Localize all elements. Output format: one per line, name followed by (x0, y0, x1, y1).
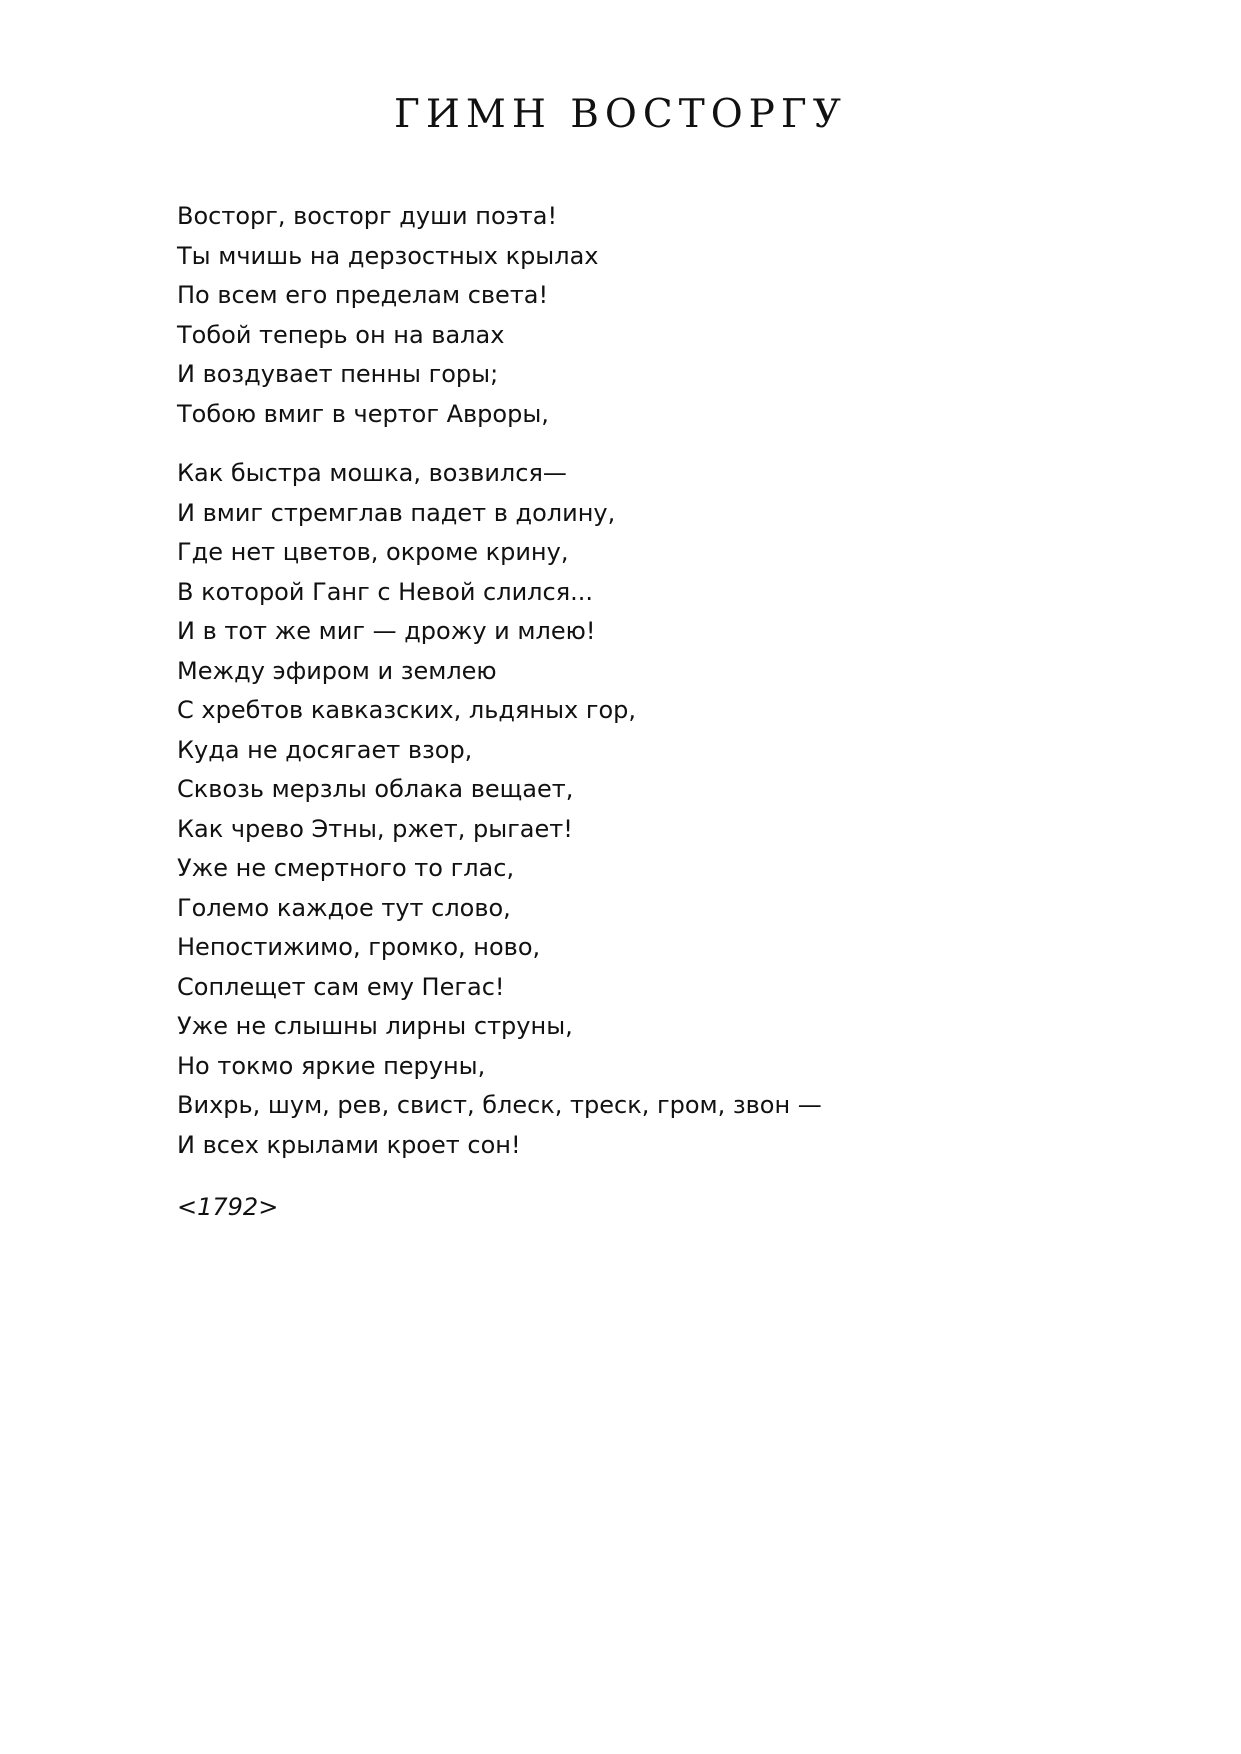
poem-body (177, 197, 1077, 1227)
poem-line: Но токмо яркие перуны, (177, 1051, 486, 1080)
stanza-2 (177, 454, 1077, 1165)
poem-line: Где нет цветов, окроме крину, (177, 538, 569, 566)
poem-line: И в тот же миг — дрожу и млею! (177, 617, 596, 645)
poem-title: ГИМН ВОСТОРГУ (394, 92, 847, 137)
poem-line: По всем его пределам света! (177, 281, 549, 309)
poem-line: И вмиг стремглав падет в долину, (177, 498, 616, 527)
poem-line: Сквозь мерзлы облака вещает, (177, 775, 574, 803)
poem-line: В которой Ганг с Невой слился... (177, 577, 594, 606)
poem-line: Между эфиром и землею (177, 656, 497, 685)
poem-line: Как быстра мошка, возвился— (177, 459, 567, 487)
poem-line: Непостижимо, громко, ново, (177, 933, 541, 961)
poem-line: Вихрь, шум, рев, свист, блеск, треск, гром, звон — (177, 1091, 822, 1119)
poem-date: <1792> (177, 1193, 279, 1221)
stanza-1 (177, 197, 1077, 434)
poem-line: Големо каждое тут слово, (177, 893, 511, 922)
poem-line: Тобой теперь он на валах (177, 320, 505, 349)
poem-line: И всех крылами кроет сон! (177, 1130, 521, 1159)
poem-line: Ты мчишь на дерзостных крылах (177, 241, 599, 270)
poem-line: Тобою вмиг в чертог Авроры, (177, 399, 549, 428)
poem-line: Уже не смертного то глас, (177, 854, 515, 882)
poem-line: Уже не слышны лирны струны, (177, 1012, 573, 1040)
poem-line: И воздувает пенны горы; (177, 360, 499, 388)
poem-line: Соплещет сам ему Пегас! (177, 972, 505, 1001)
poem-line: Как чрево Этны, ржет, рыгает! (177, 814, 573, 843)
poem-line: С хребтов кавказских, льдяных гор, (177, 696, 637, 724)
poem-line: Восторг, восторг души поэта! (177, 202, 558, 230)
poem-line: Куда не досягает взор, (177, 735, 473, 764)
